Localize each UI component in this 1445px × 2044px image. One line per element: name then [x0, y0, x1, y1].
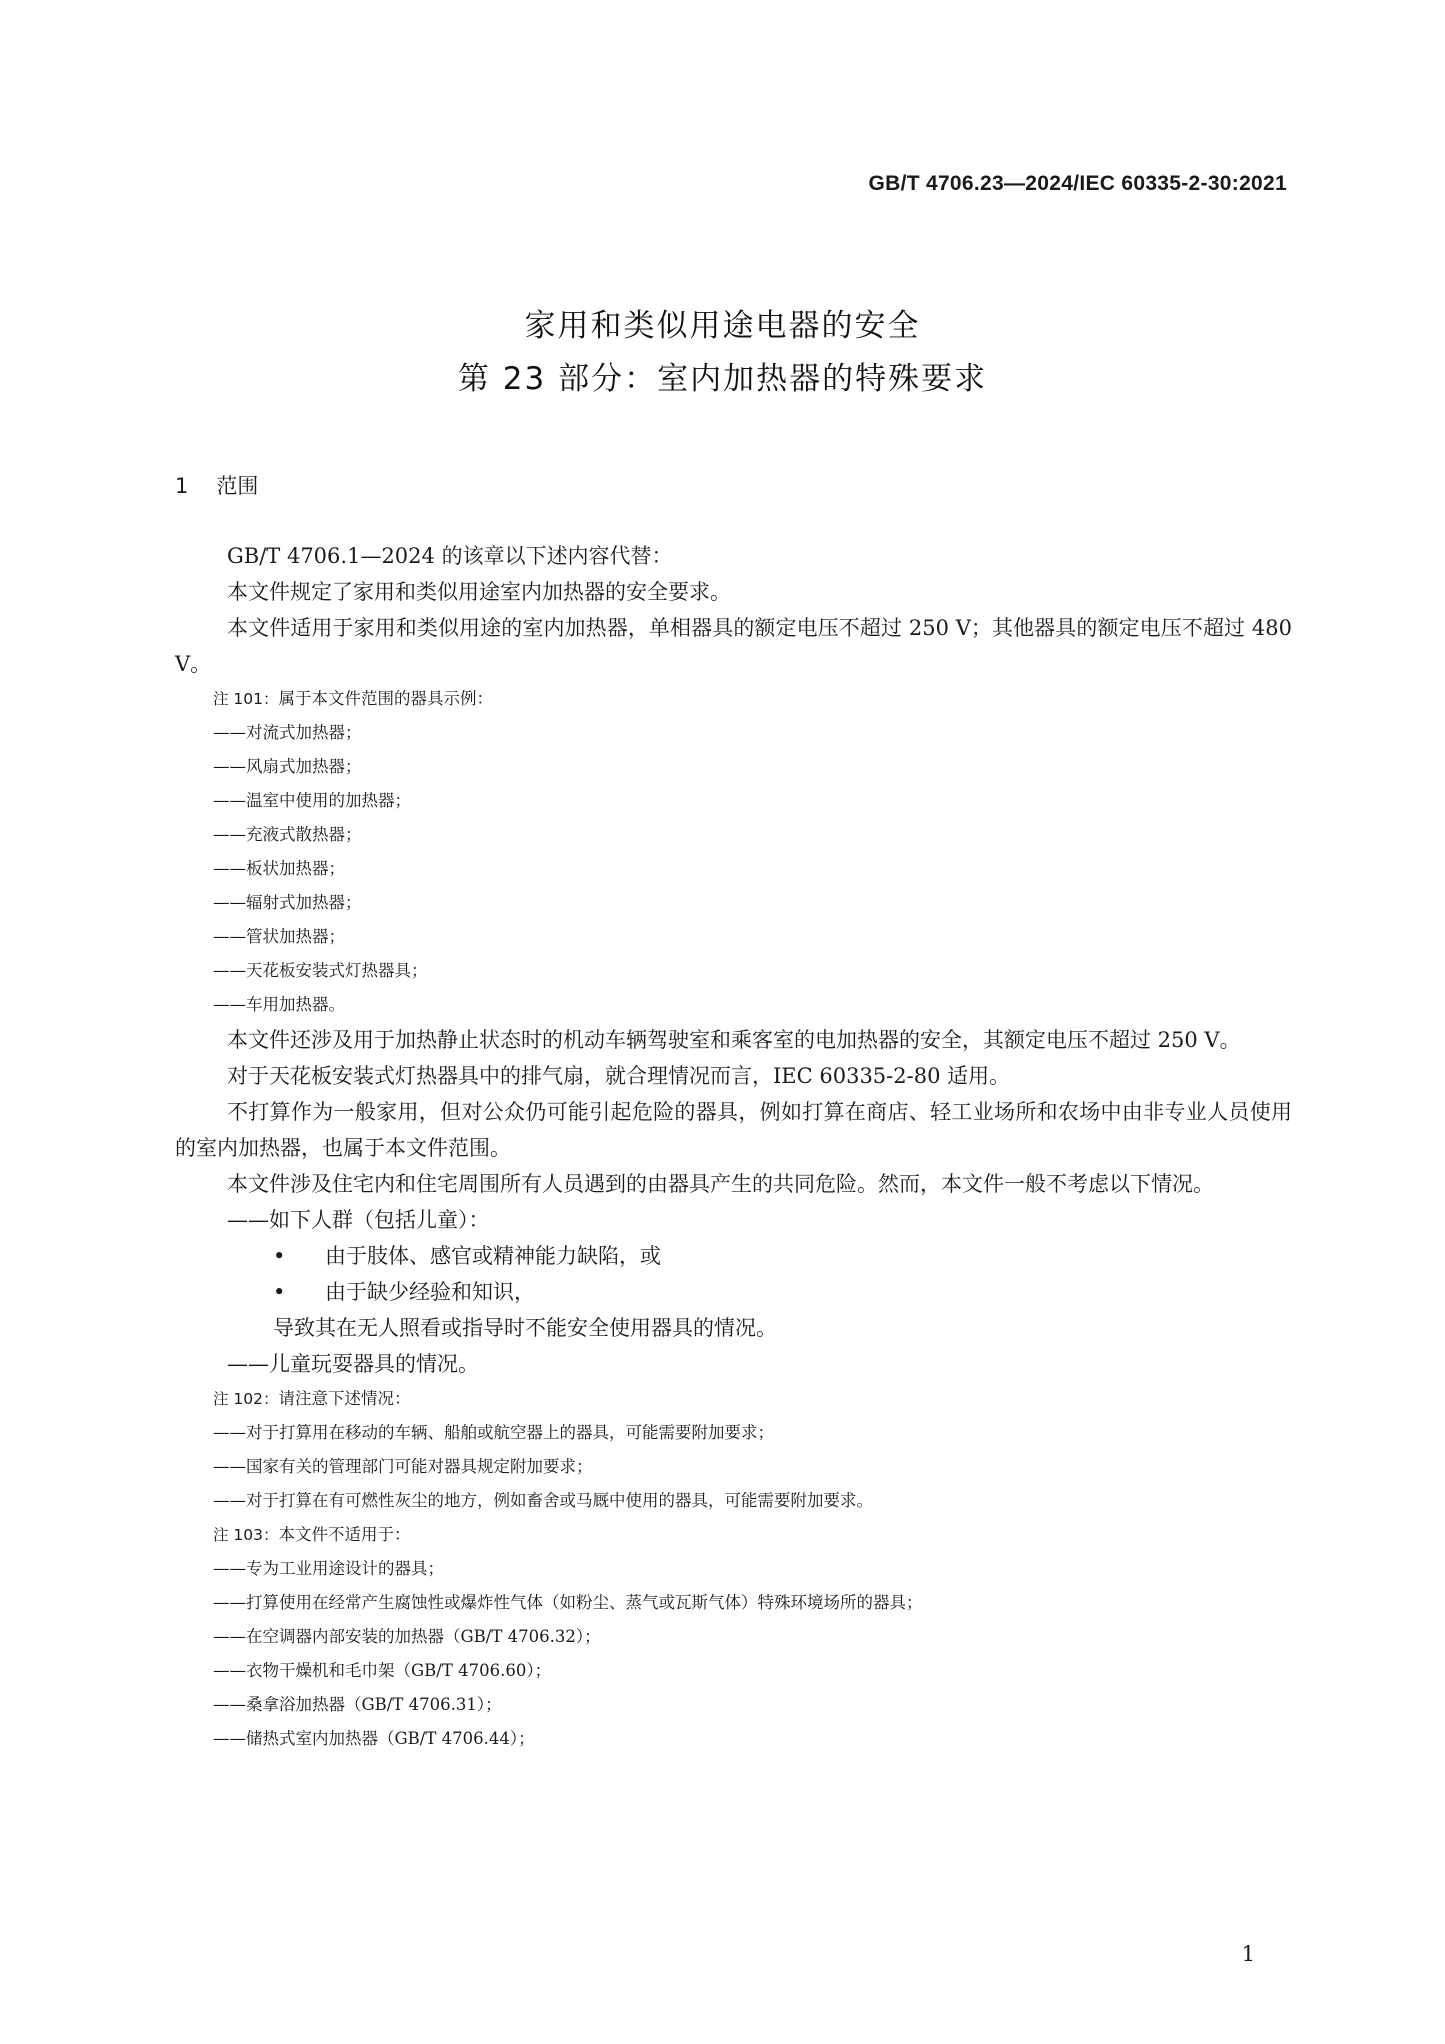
note-text: 属于本文件范围的器具示例： [278, 689, 494, 708]
paragraph: 本文件还涉及用于加热静止状态时的机动车辆驾驶室和乘客室的电加热器的安全，其额定电压不超过 250 V。 [227, 1028, 1241, 1052]
bullet-continuation: 导致其在无人照看或指导时不能安全使用器具的情况。 [273, 1316, 777, 1340]
note-list-item: ——车用加热器。 [213, 995, 345, 1014]
bullet-text: 由于缺少经验和知识， [325, 1280, 535, 1304]
note-list-item: ——辐射式加热器； [213, 893, 362, 912]
exclusion-dash-item: ——儿童玩耍器具的情况。 [227, 1352, 479, 1376]
note-103 [175, 1518, 1292, 1552]
note-list-item: ——打算使用在经常产生腐蚀性或爆炸性气体（如粉尘、蒸气或瓦斯气体）特殊环境场所的器具； [213, 1593, 923, 1612]
note-list-item: ——充液式散热器； [213, 825, 362, 844]
document-title-line2: 第 23 部分：室内加热器的特殊要求 [457, 361, 988, 397]
bullet-text: 由于肢体、感官或精神能力缺陷，或 [325, 1244, 661, 1268]
paragraph: 本文件适用于家用和类似用途的室内加热器，单相器具的额定电压不超过 250 V；其他器具的额定电压不超过 480 V。 [175, 616, 1292, 676]
section-number: 1 [175, 474, 189, 498]
paragraph: 本文件涉及住宅内和住宅周围所有人员遇到的由器具产生的共同危险。然而，本文件一般不考虑以下情况。 [227, 1172, 1214, 1196]
section-title: 范围 [216, 474, 259, 498]
bullet-item [175, 1274, 1292, 1310]
note-text: 请注意下述情况： [278, 1389, 411, 1408]
note-list-item: ——对于打算在有可燃性灰尘的地方，例如畜舍或马厩中使用的器具，可能需要附加要求。 [213, 1491, 873, 1510]
note-101 [175, 682, 1292, 716]
note-list-item: ——桑拿浴加热器（GB/T 4706.31）； [213, 1695, 502, 1714]
section-heading [175, 470, 258, 500]
note-text: 本文件不适用于： [278, 1525, 411, 1544]
note-list-item: ——对流式加热器； [213, 723, 362, 742]
bullet-icon: • [273, 1280, 286, 1304]
note-list-item: ——储热式室内加热器（GB/T 4706.44）； [213, 1729, 535, 1748]
note-list-item: ——板状加热器； [213, 859, 345, 878]
bullet-item [175, 1238, 1292, 1274]
note-list-item: ——在空调器内部安装的加热器（GB/T 4706.32）； [213, 1627, 601, 1646]
exclusion-dash-item: ——如下人群（包括儿童）： [227, 1208, 490, 1232]
note-list-item: ——温室中使用的加热器； [213, 791, 411, 810]
note-list-item: ——专为工业用途设计的器具； [213, 1559, 444, 1578]
note-102 [175, 1382, 1292, 1416]
paragraph: 本文件规定了家用和类似用途室内加热器的安全要求。 [227, 580, 731, 604]
paragraph: 不打算作为一般家用，但对公众仍可能引起危险的器具，例如打算在商店、轻工业场所和农场中由非专业人员使用的室内加热器，也属于本文件范围。 [175, 1100, 1292, 1160]
note-list-item: ——管状加热器； [213, 927, 345, 946]
paragraph: 对于天花板安装式灯热器具中的排气扇，就合理情况而言，IEC 60335-2-80 适用。 [227, 1064, 1011, 1088]
note-list-item: ——衣物干燥机和毛巾架（GB/T 4706.60）； [213, 1661, 552, 1680]
note-label: 注 102： [213, 1390, 279, 1408]
standard-code-header: GB/T 4706.23—2024/IEC 60335-2-30:2021 [868, 172, 1287, 195]
note-label: 注 103： [213, 1526, 279, 1544]
note-label: 注 101： [213, 690, 279, 708]
note-list-item: ——天花板安装式灯热器具； [213, 961, 428, 980]
page-number: 1 [1241, 1942, 1255, 1966]
note-list-item: ——国家有关的管理部门可能对器具规定附加要求； [213, 1457, 593, 1476]
document-body [175, 538, 1292, 1756]
paragraph: GB/T 4706.1—2024 的该章以下述内容代替： [227, 544, 673, 568]
document-title-line1: 家用和类似用途电器的安全 [524, 308, 921, 344]
note-list-item: ——风扇式加热器； [213, 757, 362, 776]
note-list-item: ——对于打算用在移动的车辆、船舶或航空器上的器具，可能需要附加要求； [213, 1423, 774, 1442]
bullet-icon: • [273, 1244, 286, 1268]
